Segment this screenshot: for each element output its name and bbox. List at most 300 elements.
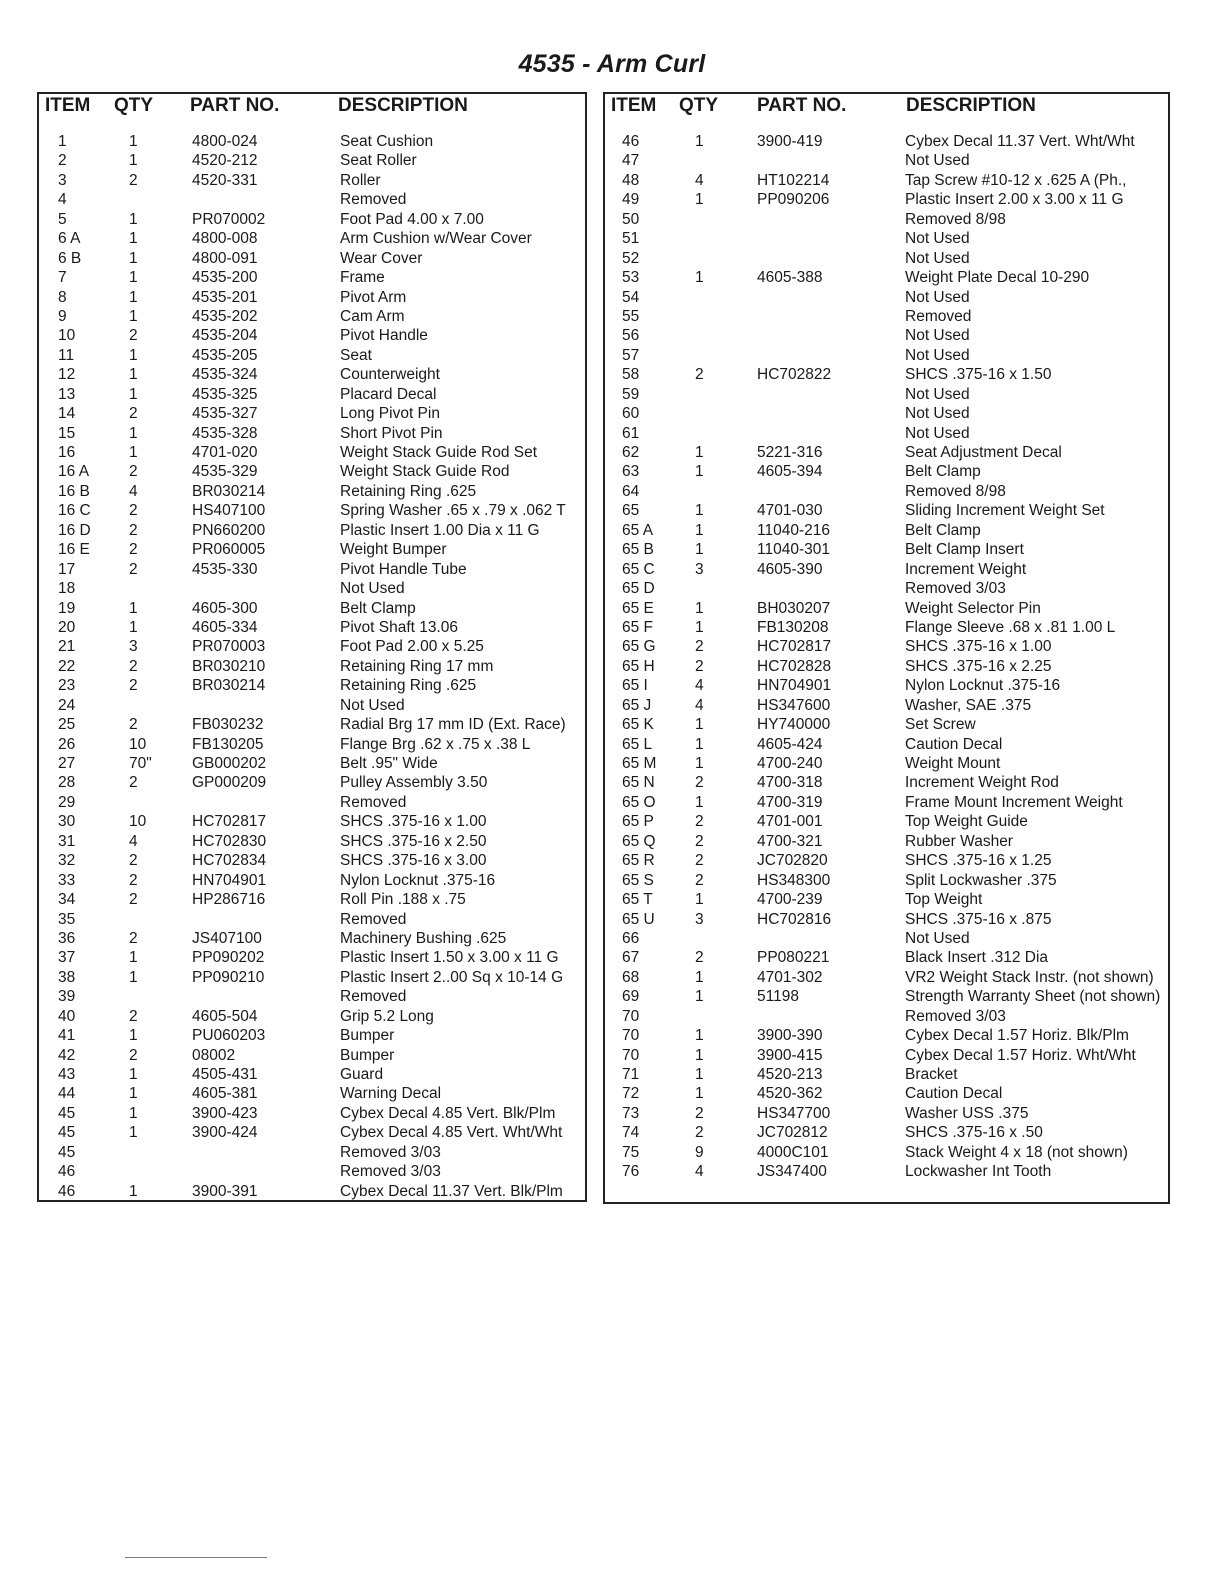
description-cell: Split Lockwasher .375 [905, 871, 1057, 889]
table-row [39, 307, 585, 326]
description-cell: Weight Stack Guide Rod [340, 463, 510, 481]
table-row [605, 1162, 1168, 1181]
description-cell: Plastic Insert 2..00 Sq x 10-14 G [340, 968, 564, 986]
item-cell: 52 [622, 249, 640, 267]
item-cell: 12 [58, 366, 76, 384]
qty-cell: 1 [695, 968, 704, 986]
qty-cell: 70" [129, 755, 152, 772]
header-qty: QTY [679, 95, 719, 116]
table-body [39, 132, 585, 1201]
qty-cell: 1 [695, 1085, 704, 1103]
qty-cell: 10 [129, 735, 147, 753]
table-row [39, 229, 585, 248]
item-cell: 61 [622, 424, 640, 442]
item-cell: 76 [622, 1163, 640, 1181]
description-cell: Roller [340, 171, 381, 189]
table-row [39, 210, 585, 229]
table-row [39, 599, 585, 618]
item-cell: 8 [58, 288, 67, 306]
table-row [39, 987, 585, 1006]
item-cell: 25 [58, 716, 76, 734]
part-no-cell: 4535-204 [192, 327, 258, 345]
item-cell: 24 [58, 696, 76, 714]
description-cell: SHCS .375-16 x 2.50 [340, 832, 487, 850]
part-no-cell: 4605-394 [757, 463, 823, 481]
qty-cell: 1 [695, 891, 704, 909]
table-row [39, 365, 585, 384]
part-no-cell: 4605-381 [192, 1085, 258, 1103]
part-no-cell: JC702820 [757, 852, 828, 870]
description-cell: Rubber Washer [905, 832, 1013, 850]
part-no-cell: HP286716 [192, 891, 266, 909]
description-cell: Bracket [905, 1066, 958, 1083]
item-cell: 65 M [622, 755, 657, 772]
description-cell: Not Used [905, 405, 970, 423]
qty-cell: 1 [695, 269, 704, 287]
part-no-cell: HC702834 [192, 852, 267, 870]
header-item: ITEM [45, 95, 91, 116]
description-cell: Belt Clamp [905, 521, 981, 539]
header-description: DESCRIPTION [338, 95, 468, 116]
part-no-cell: 11040-301 [757, 541, 830, 559]
item-cell: 65 C [622, 560, 655, 578]
table-row [605, 1084, 1168, 1103]
qty-cell: 1 [129, 1104, 138, 1122]
header-part-no: PART NO. [190, 95, 280, 116]
description-cell: Pivot Handle [340, 327, 428, 345]
table-row [605, 793, 1168, 812]
qty-cell: 2 [129, 929, 138, 947]
table-row [39, 346, 585, 365]
qty-cell: 2 [695, 871, 704, 889]
table-row [39, 871, 585, 890]
item-cell: 28 [58, 774, 76, 792]
table-row [605, 851, 1168, 870]
table-row [39, 288, 585, 307]
table-row [39, 832, 585, 851]
qty-cell: 1 [695, 599, 704, 617]
part-no-cell: 4701-030 [757, 502, 823, 520]
description-cell: Not Used [905, 327, 970, 345]
item-cell: 65 D [622, 580, 655, 598]
part-no-cell: 4800-008 [192, 230, 258, 248]
table-header [39, 94, 585, 122]
description-cell: Cybex Decal 4.85 Vert. Blk/Plm [340, 1104, 556, 1122]
qty-cell: 2 [129, 405, 138, 423]
description-cell: Foot Pad 2.00 x 5.25 [340, 638, 484, 656]
item-cell: 29 [58, 793, 76, 811]
qty-cell: 1 [129, 1182, 138, 1200]
table-row [39, 385, 585, 404]
item-cell: 54 [622, 288, 640, 306]
table-row [605, 326, 1168, 345]
table-row [39, 1162, 585, 1181]
description-cell: Stack Weight 4 x 18 (not shown) [905, 1143, 1128, 1161]
description-cell: Removed [905, 307, 972, 325]
description-cell: Belt .95" Wide [340, 755, 438, 772]
item-cell: 65 N [622, 774, 655, 792]
table-row [39, 579, 585, 598]
qty-cell: 2 [129, 1007, 138, 1025]
table-row [605, 871, 1168, 890]
qty-cell: 2 [129, 502, 138, 520]
item-cell: 73 [622, 1104, 640, 1122]
table-row [605, 307, 1168, 326]
part-no-cell: FB130208 [757, 618, 829, 636]
part-no-cell: 4700-240 [757, 755, 823, 772]
item-cell: 42 [58, 1046, 76, 1064]
description-cell: Removed [340, 988, 407, 1006]
table-row [39, 793, 585, 812]
description-cell: Black Insert .312 Dia [905, 949, 1049, 967]
part-no-cell: GB000202 [192, 755, 267, 772]
part-no-cell: 3900-423 [192, 1104, 258, 1122]
table-row [605, 579, 1168, 598]
qty-cell: 1 [695, 541, 704, 559]
item-cell: 11 [58, 346, 75, 364]
qty-cell: 1 [129, 1027, 138, 1045]
description-cell: Roll Pin .188 x .75 [340, 891, 466, 909]
part-no-cell: 4535-328 [192, 424, 258, 442]
description-cell: Weight Selector Pin [905, 599, 1041, 617]
item-cell: 49 [622, 191, 640, 209]
item-cell: 6 B [58, 249, 82, 267]
description-cell: Foot Pad 4.00 x 7.00 [340, 210, 484, 228]
item-cell: 65 A [622, 521, 654, 539]
description-cell: Flange Brg .62 x .75 x .38 L [340, 735, 531, 753]
description-cell: Tap Screw #10-12 x .625 A (Ph., [905, 171, 1127, 189]
part-no-cell: HS348300 [757, 871, 831, 889]
part-no-cell: HS407100 [192, 502, 266, 520]
table-row [605, 462, 1168, 481]
qty-cell: 1 [129, 1066, 138, 1083]
header-part-no: PART NO. [757, 95, 847, 116]
qty-cell: 1 [129, 346, 138, 364]
table-row [39, 326, 585, 345]
part-no-cell: HS347700 [757, 1104, 831, 1122]
qty-cell: 1 [129, 307, 138, 325]
item-cell: 20 [58, 618, 76, 636]
description-cell: Plastic Insert 1.00 Dia x 11 G [340, 521, 540, 539]
description-cell: Removed 3/03 [340, 1143, 441, 1161]
item-cell: 71 [622, 1066, 640, 1083]
description-cell: Removed 3/03 [905, 580, 1006, 598]
description-cell: Sliding Increment Weight Set [905, 502, 1105, 520]
item-cell: 37 [58, 949, 76, 967]
table-row [39, 560, 585, 579]
item-cell: 70 [622, 1046, 640, 1064]
description-cell: Cybex Decal 1.57 Horiz. Blk/Plm [905, 1027, 1129, 1045]
qty-cell: 1 [129, 444, 138, 461]
item-cell: 66 [622, 929, 640, 947]
part-no-cell: 4535-202 [192, 307, 258, 325]
table-row [39, 618, 585, 637]
item-cell: 39 [58, 988, 76, 1006]
table-row [39, 190, 585, 209]
table-row [605, 404, 1168, 423]
item-cell: 14 [58, 405, 76, 423]
description-cell: Belt Clamp Insert [905, 541, 1024, 559]
part-no-cell: PP090210 [192, 968, 265, 986]
qty-cell: 2 [129, 871, 138, 889]
part-no-cell: 4605-390 [757, 560, 823, 578]
description-cell: Removed 8/98 [905, 482, 1006, 500]
part-no-cell: 4605-424 [757, 735, 823, 753]
description-cell: SHCS .375-16 x 3.00 [340, 852, 487, 870]
table-row [605, 1065, 1168, 1084]
part-no-cell: JS347400 [757, 1163, 827, 1181]
table-row [39, 1143, 585, 1162]
qty-cell: 4 [695, 677, 704, 695]
part-no-cell: 4605-300 [192, 599, 258, 617]
table-row [605, 482, 1168, 501]
footer-rule [125, 1557, 267, 1558]
item-cell: 22 [58, 657, 76, 675]
item-cell: 32 [58, 852, 76, 870]
qty-cell: 2 [129, 327, 138, 345]
item-cell: 33 [58, 871, 76, 889]
description-cell: Flange Sleeve .68 x .81 1.00 L [905, 618, 1116, 636]
part-no-cell: 4535-330 [192, 560, 258, 578]
table-row [605, 210, 1168, 229]
item-cell: 16 B [58, 482, 90, 500]
table-body [605, 132, 1168, 1182]
table-row [605, 365, 1168, 384]
description-cell: Removed 3/03 [340, 1163, 441, 1181]
qty-cell: 2 [129, 560, 138, 578]
table-row [605, 385, 1168, 404]
item-cell: 2 [58, 152, 67, 170]
qty-cell: 2 [695, 657, 704, 675]
part-no-cell: 4605-334 [192, 618, 258, 636]
qty-cell: 1 [129, 385, 138, 403]
qty-cell: 1 [129, 1085, 138, 1103]
item-cell: 45 [58, 1143, 76, 1161]
description-cell: Cybex Decal 11.37 Vert. Wht/Wht [905, 133, 1135, 150]
description-cell: Nylon Locknut .375-16 [905, 677, 1061, 695]
item-cell: 13 [58, 385, 76, 403]
qty-cell: 2 [695, 813, 704, 831]
description-cell: Increment Weight [905, 560, 1027, 578]
table-row [605, 151, 1168, 170]
item-cell: 46 [58, 1163, 76, 1181]
description-cell: SHCS .375-16 x 1.00 [340, 813, 487, 831]
part-no-cell: 11040-216 [757, 521, 830, 539]
table-row [605, 501, 1168, 520]
qty-cell: 1 [129, 1124, 138, 1142]
table-row [605, 696, 1168, 715]
qty-cell: 4 [695, 171, 704, 189]
qty-cell: 1 [695, 1027, 704, 1045]
table-row [605, 715, 1168, 734]
description-cell: Removed [340, 910, 407, 928]
description-cell: Pulley Assembly 3.50 [340, 774, 488, 792]
description-cell: Belt Clamp [905, 463, 981, 481]
description-cell: SHCS .375-16 x 1.25 [905, 852, 1052, 870]
part-no-cell: 4701-001 [757, 813, 823, 831]
item-cell: 26 [58, 735, 76, 753]
table-row [605, 754, 1168, 773]
part-no-cell: 4520-212 [192, 152, 258, 170]
description-cell: Strength Warranty Sheet (not shown) [905, 988, 1161, 1006]
item-cell: 58 [622, 366, 640, 384]
item-cell: 65 R [622, 852, 655, 870]
item-cell: 7 [58, 269, 67, 287]
description-cell: Not Used [905, 230, 970, 248]
description-cell: Cybex Decal 4.85 Vert. Wht/Wht [340, 1124, 563, 1142]
table-row [605, 812, 1168, 831]
table-row [605, 1046, 1168, 1065]
table-row [605, 599, 1168, 618]
item-cell: 65 E [622, 599, 654, 617]
part-no-cell: FB030232 [192, 716, 264, 734]
table-row [605, 1123, 1168, 1142]
table-row [39, 754, 585, 773]
qty-cell: 1 [129, 230, 138, 248]
item-cell: 68 [622, 968, 640, 986]
part-no-cell: 4505-431 [192, 1066, 258, 1083]
part-no-cell: FB130205 [192, 735, 264, 753]
table-row [605, 948, 1168, 967]
description-cell: Washer USS .375 [905, 1104, 1029, 1122]
table-row [39, 929, 585, 948]
description-cell: Nylon Locknut .375-16 [340, 871, 496, 889]
qty-cell: 1 [695, 191, 704, 209]
qty-cell: 3 [695, 560, 704, 578]
part-no-cell: PR070003 [192, 638, 266, 656]
table-row [39, 1007, 585, 1026]
qty-cell: 1 [695, 755, 704, 772]
description-cell: Short Pivot Pin [340, 424, 443, 442]
part-no-cell: 3900-415 [757, 1046, 823, 1064]
table-row [39, 676, 585, 695]
table-row [605, 832, 1168, 851]
description-cell: Plastic Insert 1.50 x 3.00 x 11 G [340, 949, 559, 967]
description-cell: Pivot Handle Tube [340, 560, 467, 578]
part-no-cell: JC702812 [757, 1124, 828, 1142]
table-row [605, 910, 1168, 929]
item-cell: 64 [622, 482, 640, 500]
table-row [605, 987, 1168, 1006]
table-row [605, 268, 1168, 287]
description-cell: Wear Cover [340, 249, 423, 267]
description-cell: Bumper [340, 1027, 395, 1045]
qty-cell: 9 [695, 1143, 704, 1161]
part-no-cell: 3900-390 [757, 1027, 823, 1045]
item-cell: 70 [622, 1007, 640, 1025]
qty-cell: 1 [129, 249, 138, 267]
item-cell: 67 [622, 949, 640, 967]
part-no-cell: HC702822 [757, 366, 832, 384]
item-cell: 65 J [622, 696, 652, 714]
description-cell: SHCS .375-16 x 2.25 [905, 657, 1052, 675]
item-cell: 40 [58, 1007, 76, 1025]
table-row [605, 288, 1168, 307]
table-row [39, 268, 585, 287]
table-row [39, 715, 585, 734]
item-cell: 65 [622, 502, 640, 520]
description-cell: Removed 3/03 [905, 1007, 1006, 1025]
qty-cell: 1 [695, 133, 704, 150]
description-cell: Pivot Arm [340, 288, 407, 306]
qty-cell: 1 [129, 288, 138, 306]
part-no-cell: 4535-205 [192, 346, 258, 364]
part-no-cell: PN660200 [192, 521, 266, 539]
part-no-cell: HY740000 [757, 716, 831, 734]
table-row [605, 1104, 1168, 1123]
table-row [39, 696, 585, 715]
description-cell: Cybex Decal 11.37 Vert. Blk/Plm [340, 1182, 563, 1200]
part-no-cell: 5221-316 [757, 444, 823, 461]
description-cell: Removed 8/98 [905, 210, 1006, 228]
table-row [39, 812, 585, 831]
qty-cell: 2 [129, 891, 138, 909]
table-row [605, 1143, 1168, 1162]
table-row [605, 346, 1168, 365]
part-no-cell: 4700-239 [757, 891, 823, 909]
item-cell: 65 G [622, 638, 656, 656]
qty-cell: 2 [129, 463, 138, 481]
item-cell: 17 [58, 560, 76, 578]
description-cell: Caution Decal [905, 1085, 1003, 1103]
qty-cell: 1 [129, 968, 138, 986]
table-row [605, 171, 1168, 190]
item-cell: 44 [58, 1085, 76, 1103]
description-cell: Not Used [905, 424, 970, 442]
description-cell: Weight Bumper [340, 541, 447, 559]
part-no-cell: 4605-504 [192, 1007, 258, 1025]
table-row [605, 735, 1168, 754]
item-cell: 59 [622, 385, 640, 403]
description-cell: SHCS .375-16 x 1.00 [905, 638, 1052, 656]
part-no-cell: 4800-091 [192, 249, 258, 267]
qty-cell: 1 [129, 210, 138, 228]
item-cell: 74 [622, 1124, 640, 1142]
item-cell: 43 [58, 1066, 76, 1083]
description-cell: Counterweight [340, 366, 440, 384]
description-cell: Not Used [905, 929, 970, 947]
table-row [39, 773, 585, 792]
description-cell: Long Pivot Pin [340, 405, 440, 423]
part-no-cell: 3900-391 [192, 1182, 258, 1200]
item-cell: 16 [58, 444, 76, 461]
description-cell: Machinery Bushing .625 [340, 929, 507, 947]
table-row [605, 540, 1168, 559]
item-cell: 65 K [622, 716, 654, 734]
part-no-cell: PR070002 [192, 210, 266, 228]
part-no-cell: HS347600 [757, 696, 831, 714]
item-cell: 56 [622, 327, 640, 345]
part-no-cell: 4520-213 [757, 1066, 823, 1083]
part-no-cell: JS407100 [192, 929, 262, 947]
qty-cell: 1 [695, 716, 704, 734]
item-cell: 53 [622, 269, 640, 287]
header-qty: QTY [114, 95, 154, 116]
table-row [605, 1026, 1168, 1045]
description-cell: Not Used [905, 249, 970, 267]
table-row [39, 404, 585, 423]
description-cell: Bumper [340, 1046, 395, 1064]
part-no-cell: HT102214 [757, 171, 830, 189]
qty-cell: 2 [695, 638, 704, 656]
part-no-cell: 4701-020 [192, 444, 258, 461]
table-row [605, 249, 1168, 268]
qty-cell: 2 [695, 366, 704, 384]
description-cell: Radial Brg 17 mm ID (Ext. Race) [340, 716, 566, 734]
description-cell: Cybex Decal 1.57 Horiz. Wht/Wht [905, 1046, 1136, 1064]
qty-cell: 10 [129, 813, 147, 831]
qty-cell: 2 [129, 541, 138, 559]
